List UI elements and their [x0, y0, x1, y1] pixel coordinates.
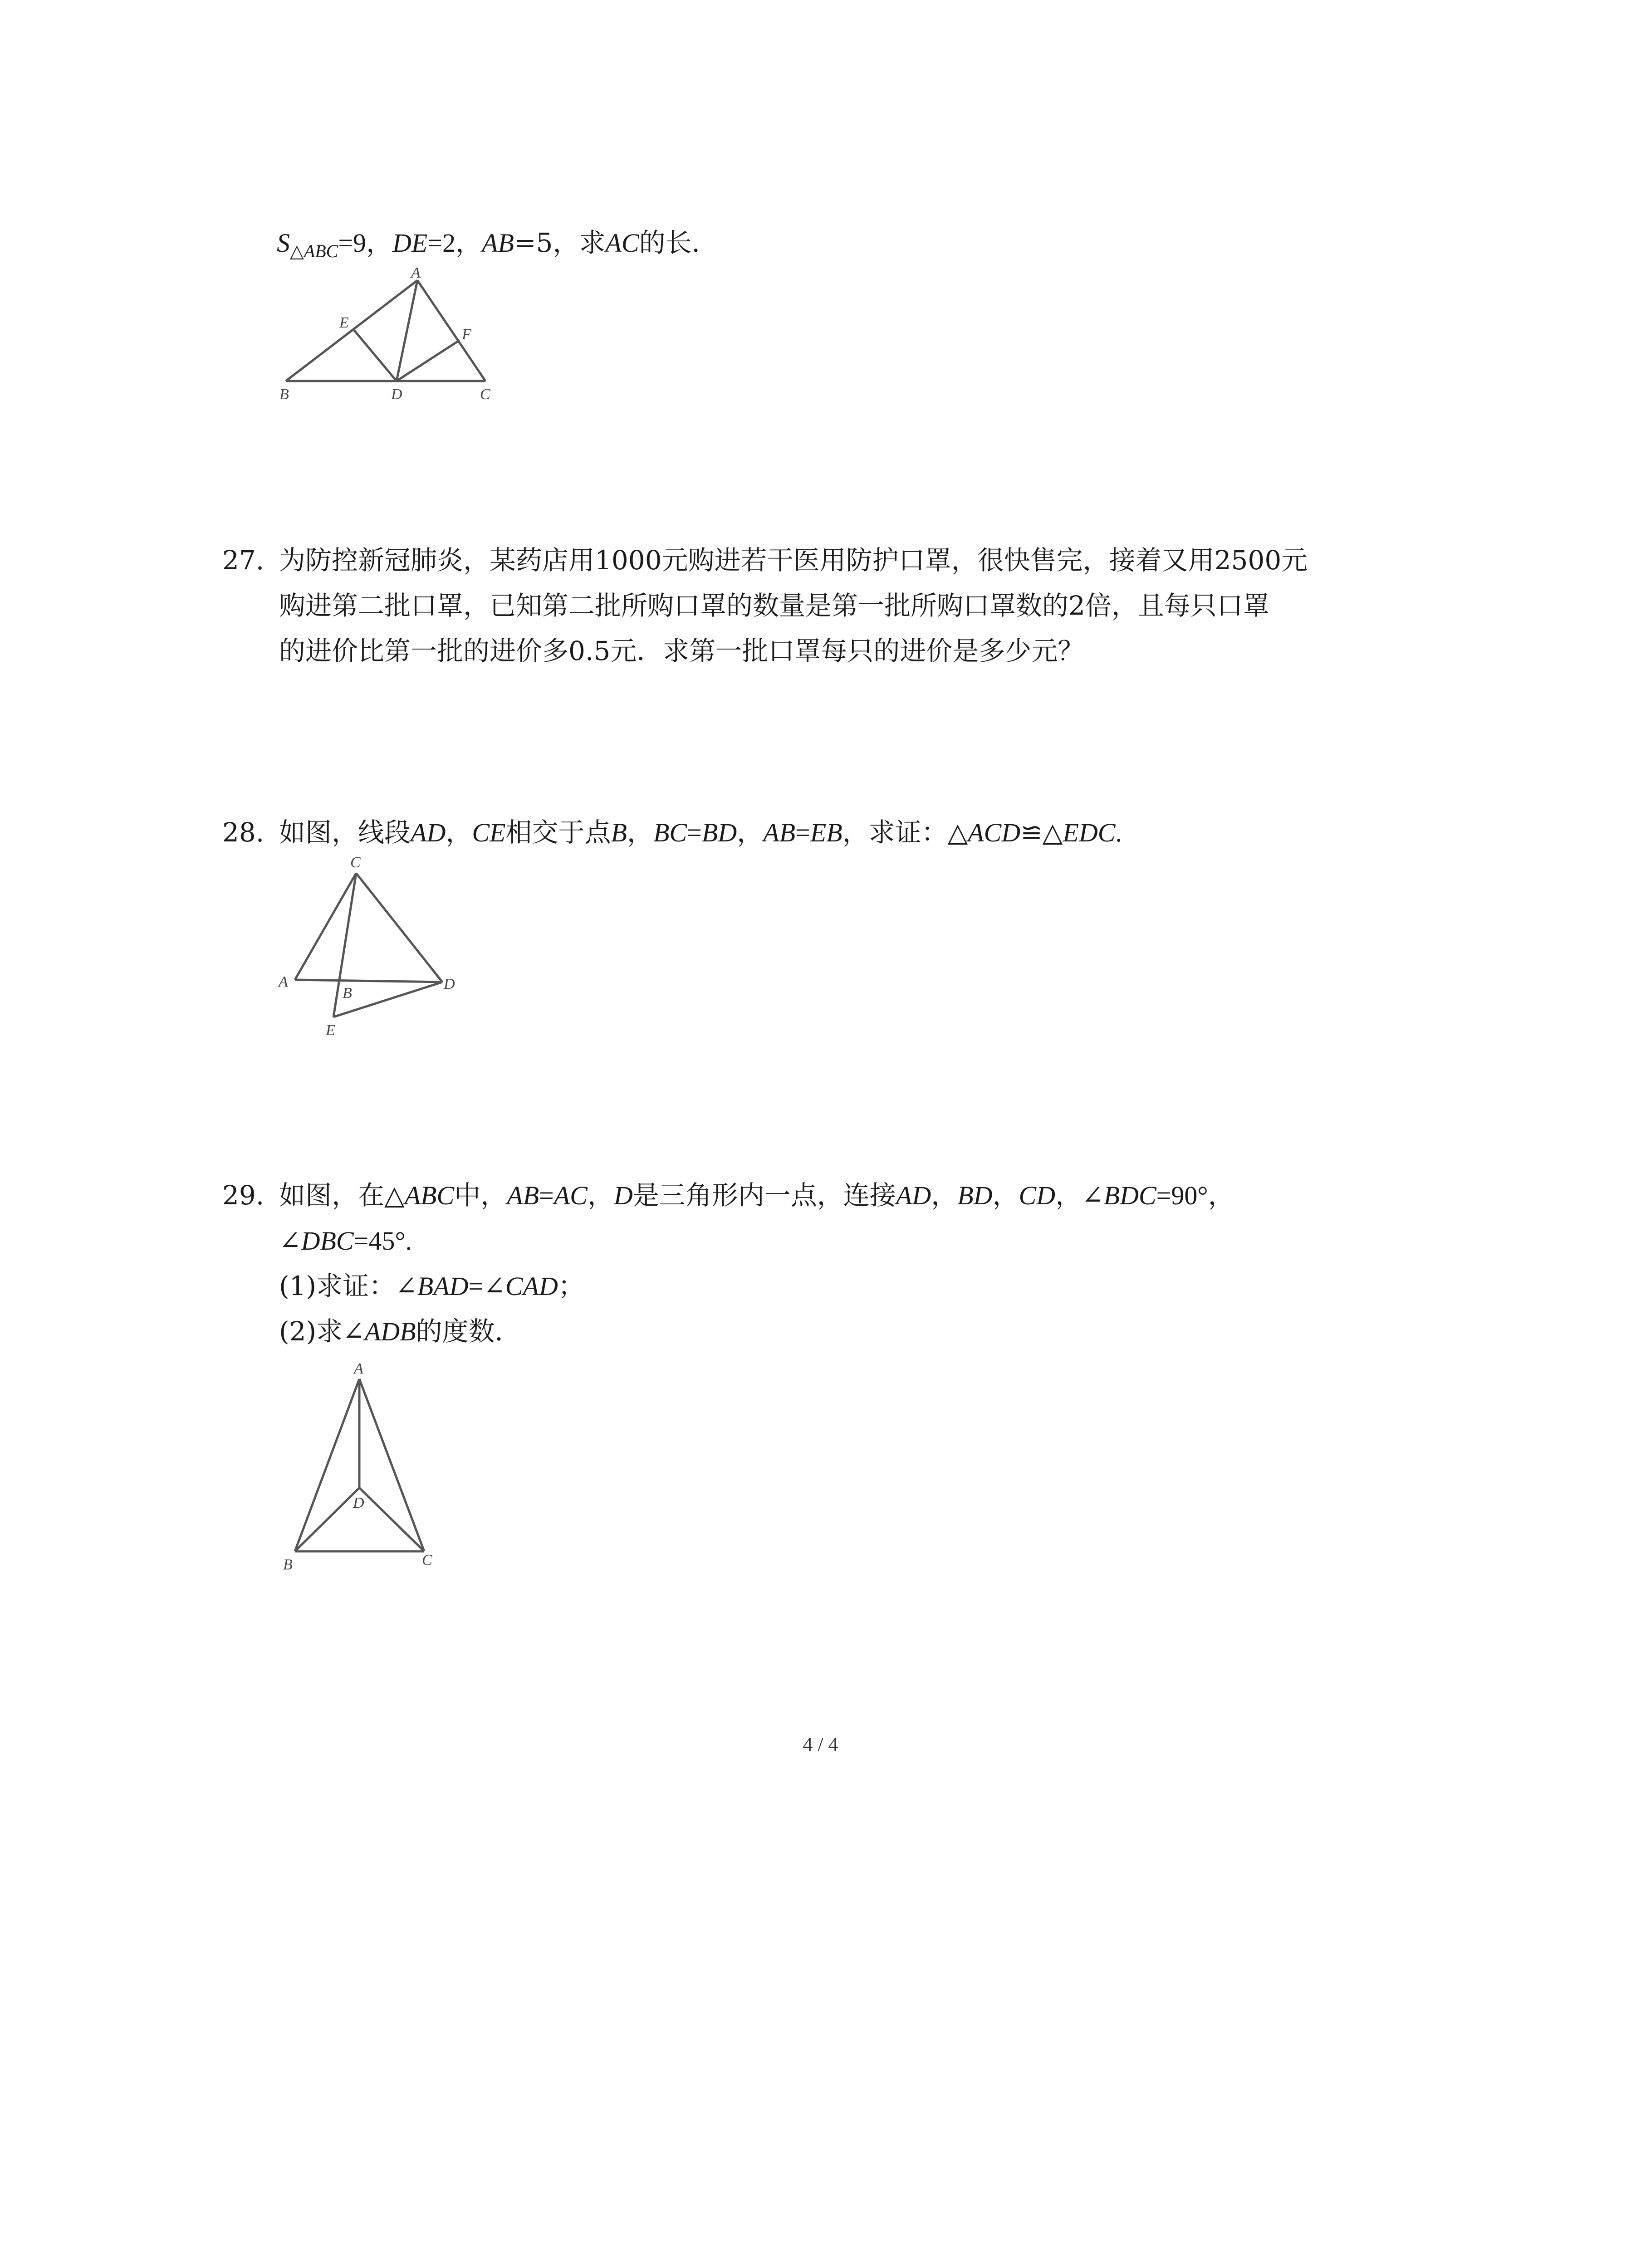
- q27-line-2: 购进第二批口罩，已知第二批所购口罩的数量是第一批所购口罩数的2倍，且每只口罩: [279, 590, 1269, 621]
- q26-given-line: $S_{\triangle ABC}=9$，DE=2，AB=5，求AC的长．: [277, 227, 718, 261]
- q26-label-b: B: [279, 386, 289, 403]
- q26-label-d: D: [391, 386, 402, 403]
- q29-label-b: B: [283, 1556, 293, 1573]
- q26-label-e: E: [339, 314, 349, 331]
- q28-label-c: C: [350, 854, 361, 871]
- q29-label-d: D: [353, 1495, 364, 1511]
- page-number: 4 / 4: [803, 1733, 838, 1755]
- q29-label-c: C: [422, 1552, 432, 1569]
- q26-label-f: F: [462, 326, 471, 343]
- q27-line-3: 的进价比第一批的进价多0.5元．求第一批口罩每只的进价是多少元？: [279, 635, 1084, 666]
- q28-label-e: E: [326, 1022, 335, 1039]
- q28-triangle-figure: [272, 854, 481, 1048]
- q27-number: 27.: [222, 545, 265, 576]
- q27-line-1: 为防控新冠肺炎，某药店用1000元购进若干医用防护口罩，很快售完，接着又用2500元: [279, 545, 1308, 576]
- q29-number: 29.: [222, 1180, 265, 1211]
- q26-triangle-figure: [272, 264, 499, 413]
- q28-number: 28.: [222, 817, 265, 848]
- q29-label-a: A: [354, 1360, 363, 1377]
- q28-label-a: A: [279, 973, 288, 990]
- q29-triangle-figure: [272, 1356, 463, 1583]
- q29-line-1: 如图，在△ABC中，AB=AC，D是三角形内一点，连接AD，BD，CD，∠BDC=90°，: [279, 1180, 1234, 1211]
- q28-label-d: D: [444, 976, 455, 992]
- q28-label-b: B: [343, 985, 352, 1002]
- q26-label-a: A: [411, 264, 421, 281]
- q29-part-1: (1)求证：∠BAD=∠CAD；: [279, 1271, 584, 1301]
- q29-part-2: (2)求∠ADB的度数．: [279, 1316, 521, 1347]
- q28-line: 如图，线段AD，CE相交于点B，BC=BD，AB=EB，求证：△ACD≌△EDC.: [279, 817, 1122, 848]
- q29-line-2: ∠DBC=45°.: [279, 1226, 412, 1256]
- q26-label-c: C: [480, 386, 490, 403]
